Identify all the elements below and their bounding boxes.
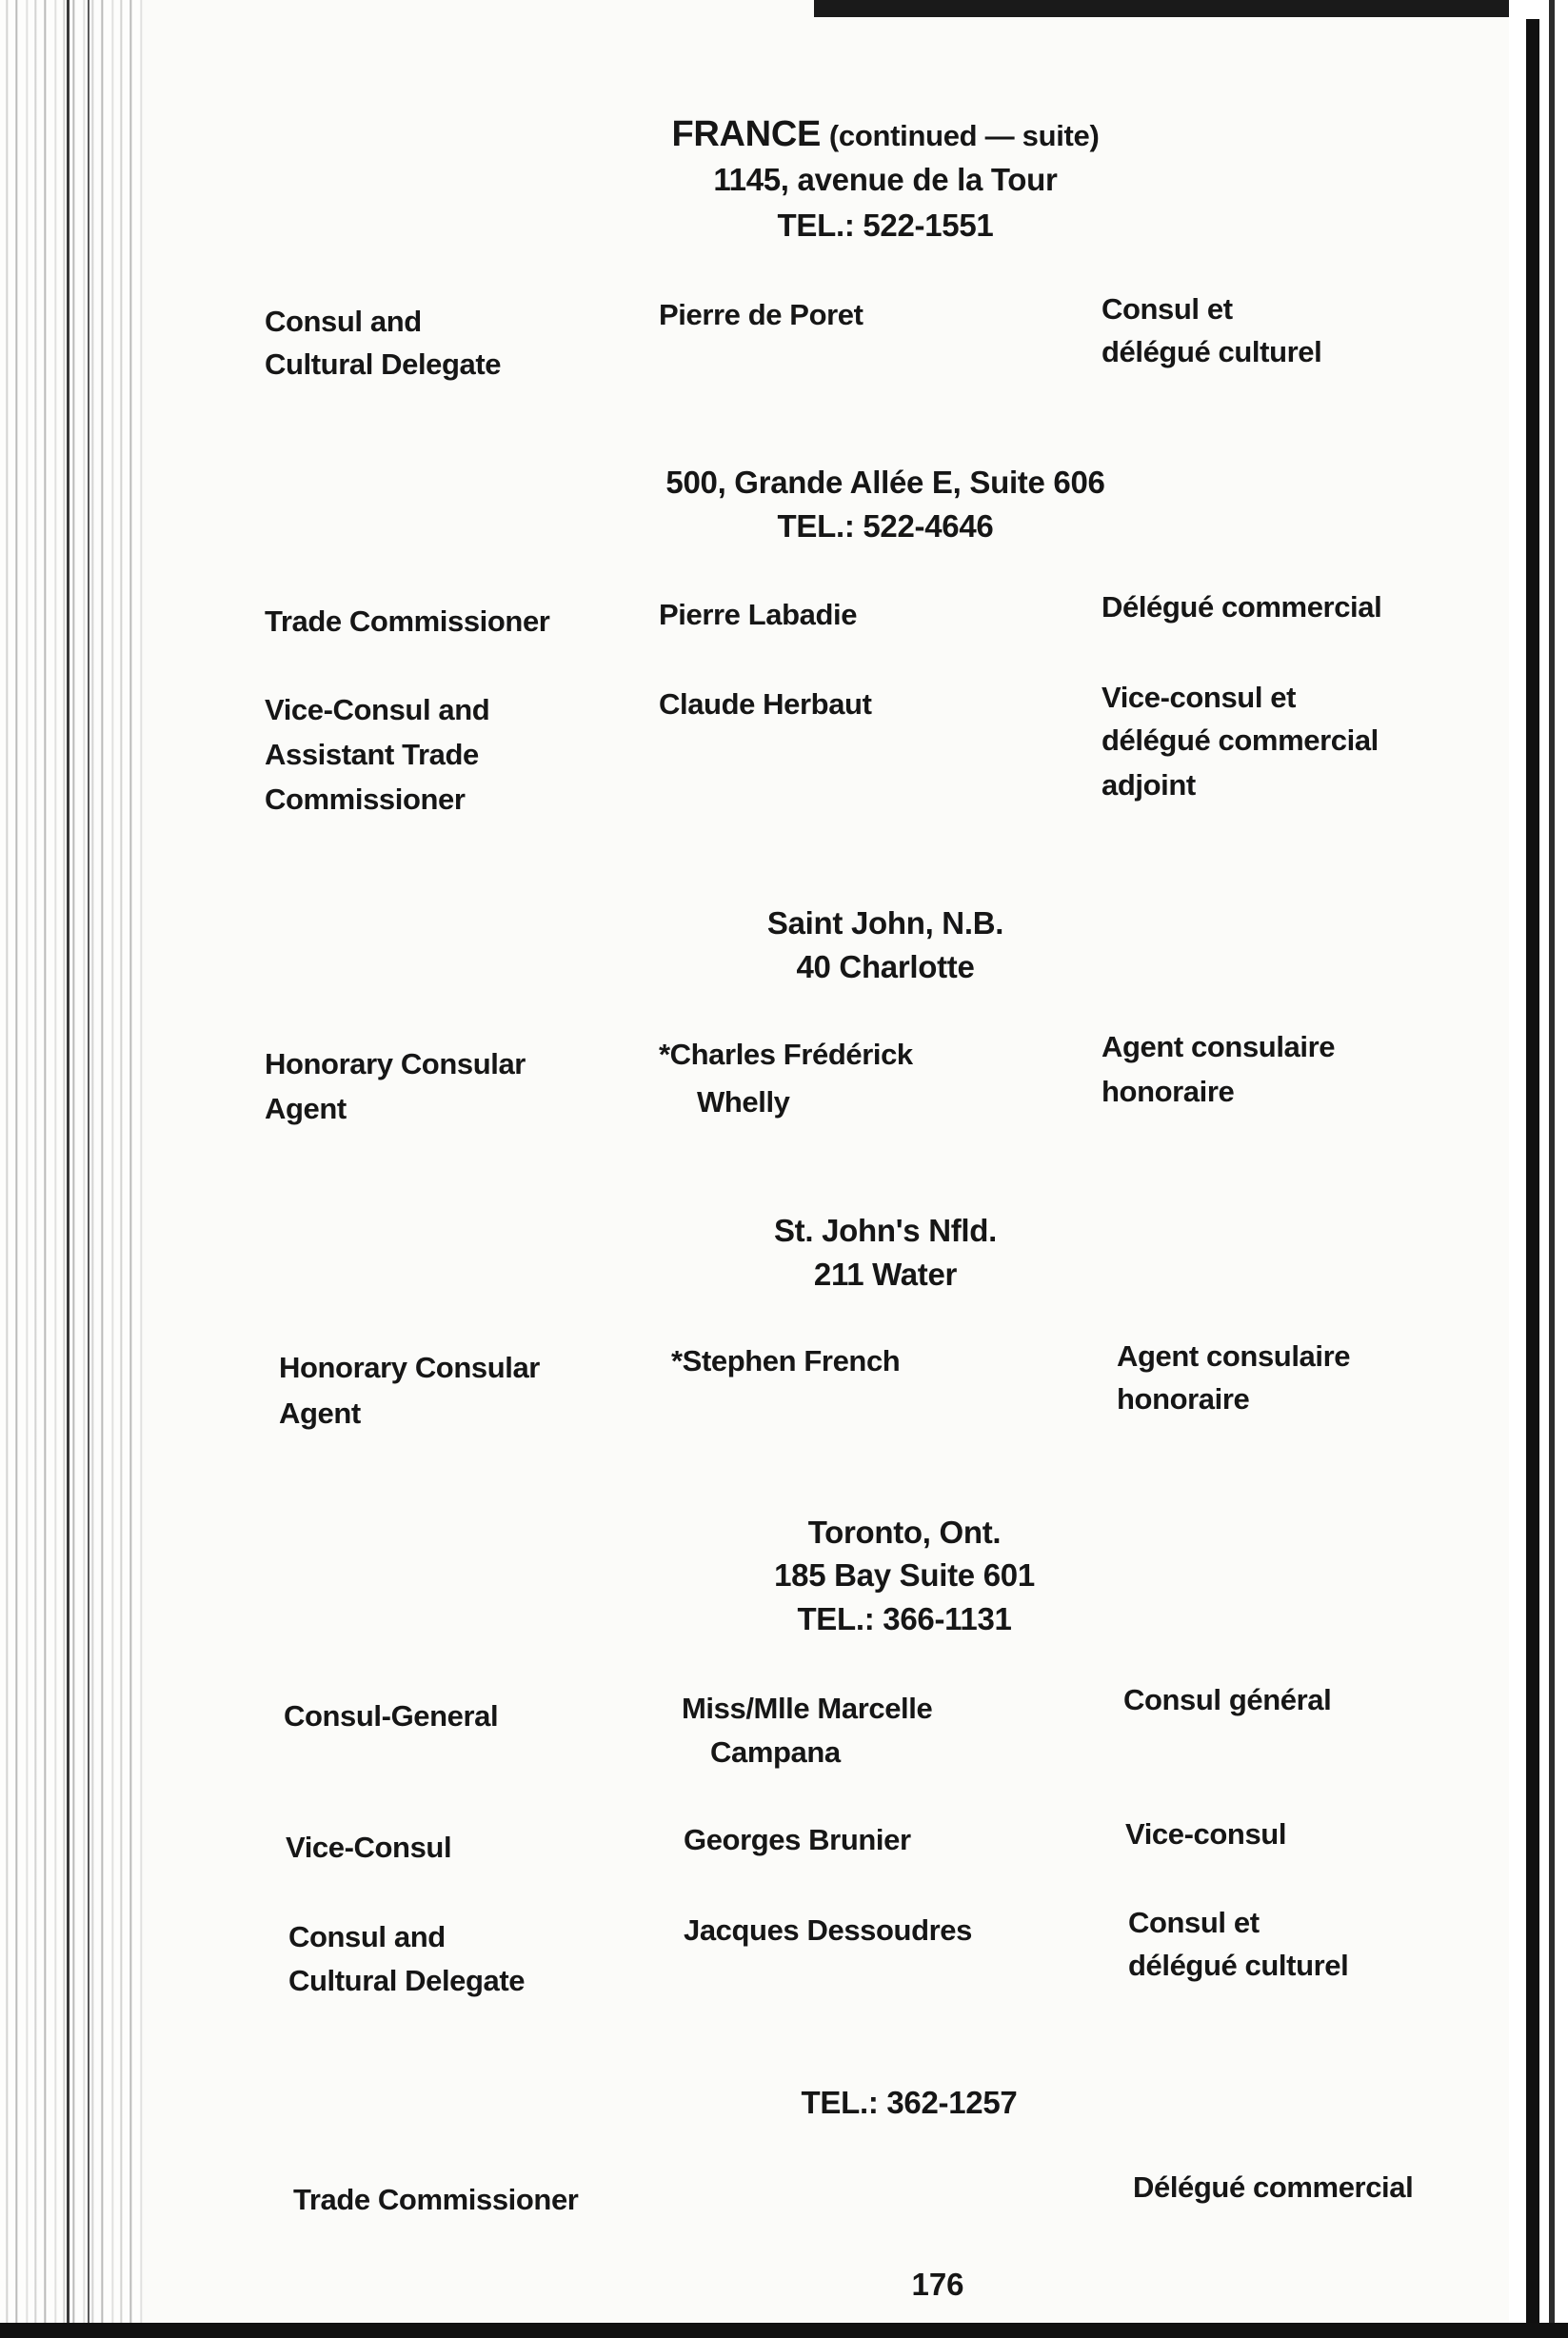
title-english: Agent	[279, 1397, 361, 1430]
title-english: Consul and	[288, 1920, 446, 1953]
binding-line	[67, 0, 69, 2338]
scan-shadow-right	[1526, 19, 1539, 2338]
person-name: Claude Herbaut	[659, 687, 872, 721]
country-name: FRANCE	[671, 114, 822, 154]
telephone: TEL.: 362-1257	[801, 2085, 1018, 2120]
city-heading: St. John's Nfld.	[773, 1213, 998, 1248]
person-name: Pierre de Poret	[659, 298, 863, 331]
title-french: Consul et	[1102, 292, 1233, 326]
title-english: Cultural Delegate	[265, 347, 502, 381]
title-french: Agent consulaire	[1117, 1339, 1351, 1373]
page-number: 176	[911, 2267, 964, 2302]
title-french: Consul et	[1128, 1906, 1260, 1939]
title-english: Honorary Consular	[265, 1047, 526, 1080]
title-french: honoraire	[1102, 1075, 1235, 1108]
title-english: Consul and	[265, 305, 422, 338]
title-english: Agent	[265, 1092, 347, 1125]
title-english: Assistant Trade	[265, 738, 479, 771]
address-line: 211 Water	[813, 1257, 958, 1292]
address-line: 185 Bay Suite 601	[774, 1557, 1035, 1593]
city-heading: Toronto, Ont.	[807, 1515, 1002, 1550]
binding-line	[88, 0, 89, 2338]
telephone: TEL.: 522-4646	[777, 508, 994, 544]
title-french: Délégué commercial	[1133, 2170, 1414, 2204]
title-french: Vice-consul et	[1102, 681, 1297, 714]
person-name: Miss/Mlle Marcelle	[682, 1692, 933, 1725]
person-name: *Stephen French	[671, 1344, 901, 1377]
title-french: Agent consulaire	[1102, 1030, 1336, 1063]
title-english: Trade Commissioner	[265, 604, 550, 638]
scan-shadow-top	[814, 0, 1568, 17]
address-line: 1145, avenue de la Tour	[713, 162, 1058, 197]
title-english: Vice-Consul and	[265, 693, 490, 726]
binding-edge-left	[0, 0, 143, 2338]
scan-shadow-right	[1549, 0, 1555, 2338]
title-french: adjoint	[1102, 768, 1196, 802]
telephone: TEL.: 366-1131	[797, 1601, 1012, 1636]
title-french: honoraire	[1117, 1382, 1250, 1416]
title-english: Honorary Consular	[279, 1351, 540, 1384]
person-name: Whelly	[697, 1085, 790, 1119]
scan-shadow-bottom	[0, 2323, 1568, 2338]
title-french: délégué culturel	[1128, 1949, 1349, 1982]
title-french: délégué culturel	[1102, 335, 1322, 368]
person-name: Pierre Labadie	[659, 598, 858, 631]
city-heading: Saint John, N.B.	[766, 905, 1004, 941]
person-name: Georges Brunier	[684, 1823, 911, 1856]
title-french: Consul général	[1123, 1683, 1332, 1716]
person-name: Campana	[710, 1735, 841, 1769]
telephone: TEL.: 522-1551	[777, 208, 994, 243]
title-english: Commissioner	[265, 783, 466, 816]
title-english: Cultural Delegate	[288, 1964, 526, 1997]
address-line: 500, Grande Allée E, Suite 606	[665, 465, 1105, 500]
title-french: Vice-consul	[1125, 1817, 1287, 1851]
title-french: Délégué commercial	[1102, 590, 1382, 624]
person-name: *Charles Frédérick	[659, 1038, 913, 1071]
continued-note: (continued — suite)	[828, 119, 1100, 152]
title-english: Consul-General	[284, 1699, 499, 1733]
person-name: Jacques Dessoudres	[684, 1913, 972, 1947]
page-title	[514, 112, 1257, 158]
title-french: délégué commercial	[1102, 723, 1379, 757]
title-english: Trade Commissioner	[293, 2183, 579, 2216]
title-english: Vice-Consul	[286, 1831, 452, 1864]
address-line: 40 Charlotte	[796, 949, 975, 984]
